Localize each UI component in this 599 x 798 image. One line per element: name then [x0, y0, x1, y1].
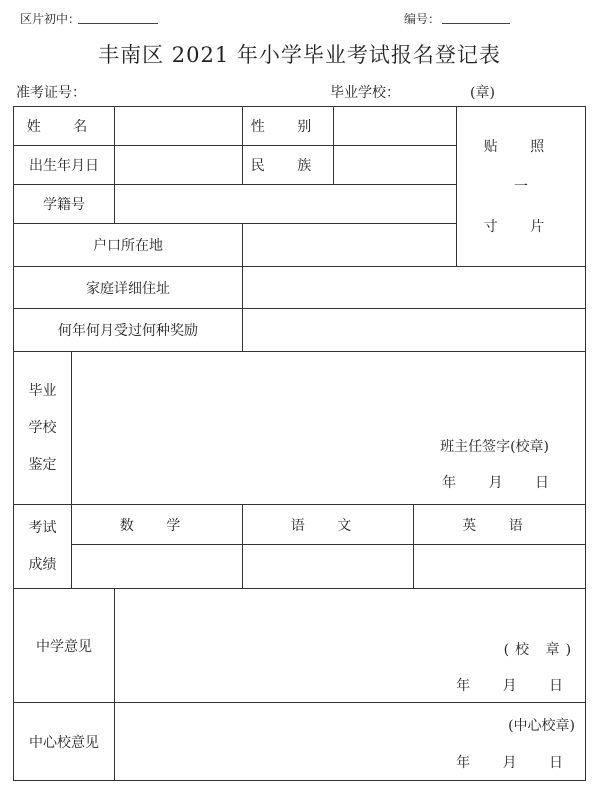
gender-label-cell	[243, 107, 334, 146]
birth-label: 出生年月日	[14, 146, 115, 185]
appraisal-date: 年 月 日	[442, 475, 564, 491]
registration-form	[13, 106, 586, 781]
page-title: 丰南区 2021 年小学毕业考试报名登记表	[98, 43, 501, 67]
english-header-cell	[414, 505, 586, 545]
student-id-field[interactable]	[115, 185, 457, 224]
awards-label: 何年何月受过何种奖励	[14, 309, 243, 352]
appraisal-label-3: 鉴定	[28, 456, 57, 473]
chinese-header-cell	[243, 505, 414, 545]
hukou-label: 户口所在地	[14, 224, 243, 267]
number-label: 编号：	[404, 12, 441, 26]
math-header: 数 学	[119, 517, 195, 534]
teacher-signature-label: 班主任签字(校章)	[440, 439, 550, 455]
name-label: 姓 名	[26, 119, 102, 135]
english-score-field[interactable]	[414, 545, 586, 589]
district-blank	[78, 23, 158, 24]
address-field[interactable]	[243, 267, 586, 309]
english-header: 英 语	[462, 517, 537, 534]
photo-area	[457, 107, 586, 267]
district-label: 区片初中：	[20, 12, 81, 26]
name-field[interactable]	[115, 107, 243, 146]
school-label: 毕业学校：	[330, 85, 400, 101]
gender-field[interactable]	[334, 107, 457, 146]
middle-school-field[interactable]	[115, 589, 586, 703]
gender-label: 性 别	[250, 119, 326, 135]
middle-school-date: 年 月 日	[456, 678, 578, 694]
photo-line-3: 寸 片	[483, 218, 559, 235]
photo-line-2: 一	[514, 178, 529, 195]
ticket-label: 准考证号：	[16, 85, 86, 101]
chinese-score-field[interactable]	[243, 545, 414, 589]
seal-label: (章)	[470, 85, 495, 101]
middle-school-label: 中学意见	[14, 589, 115, 703]
math-header-cell	[72, 505, 243, 545]
center-school-seal: (中心校章)	[508, 718, 576, 734]
photo-line-1: 贴 照	[483, 138, 559, 155]
scores-label-1: 考试	[28, 519, 57, 536]
center-school-label: 中心校意见	[14, 703, 115, 781]
birth-field[interactable]	[115, 146, 243, 185]
name-label-cell	[14, 107, 115, 146]
number-blank	[442, 23, 510, 24]
center-school-field[interactable]	[115, 703, 586, 781]
appraisal-label-1: 毕业	[28, 382, 57, 399]
scores-label-2: 成绩	[28, 556, 57, 573]
center-school-date: 年 月 日	[456, 755, 578, 771]
chinese-header: 语 文	[290, 517, 366, 534]
ethnicity-field[interactable]	[334, 146, 457, 185]
ethnicity-label: 民 族	[250, 158, 326, 174]
address-label: 家庭详细住址	[14, 267, 243, 309]
student-id-label: 学籍号	[14, 185, 115, 224]
hukou-field[interactable]	[243, 224, 457, 267]
middle-school-seal: (校 章)	[503, 642, 578, 658]
ethnicity-label-cell	[243, 146, 334, 185]
appraisal-label-2: 学校	[28, 419, 57, 436]
appraisal-field[interactable]	[72, 352, 586, 505]
appraisal-label-cell	[14, 352, 72, 505]
scores-label-cell	[14, 505, 72, 589]
math-score-field[interactable]	[72, 545, 243, 589]
awards-field[interactable]	[243, 309, 586, 352]
